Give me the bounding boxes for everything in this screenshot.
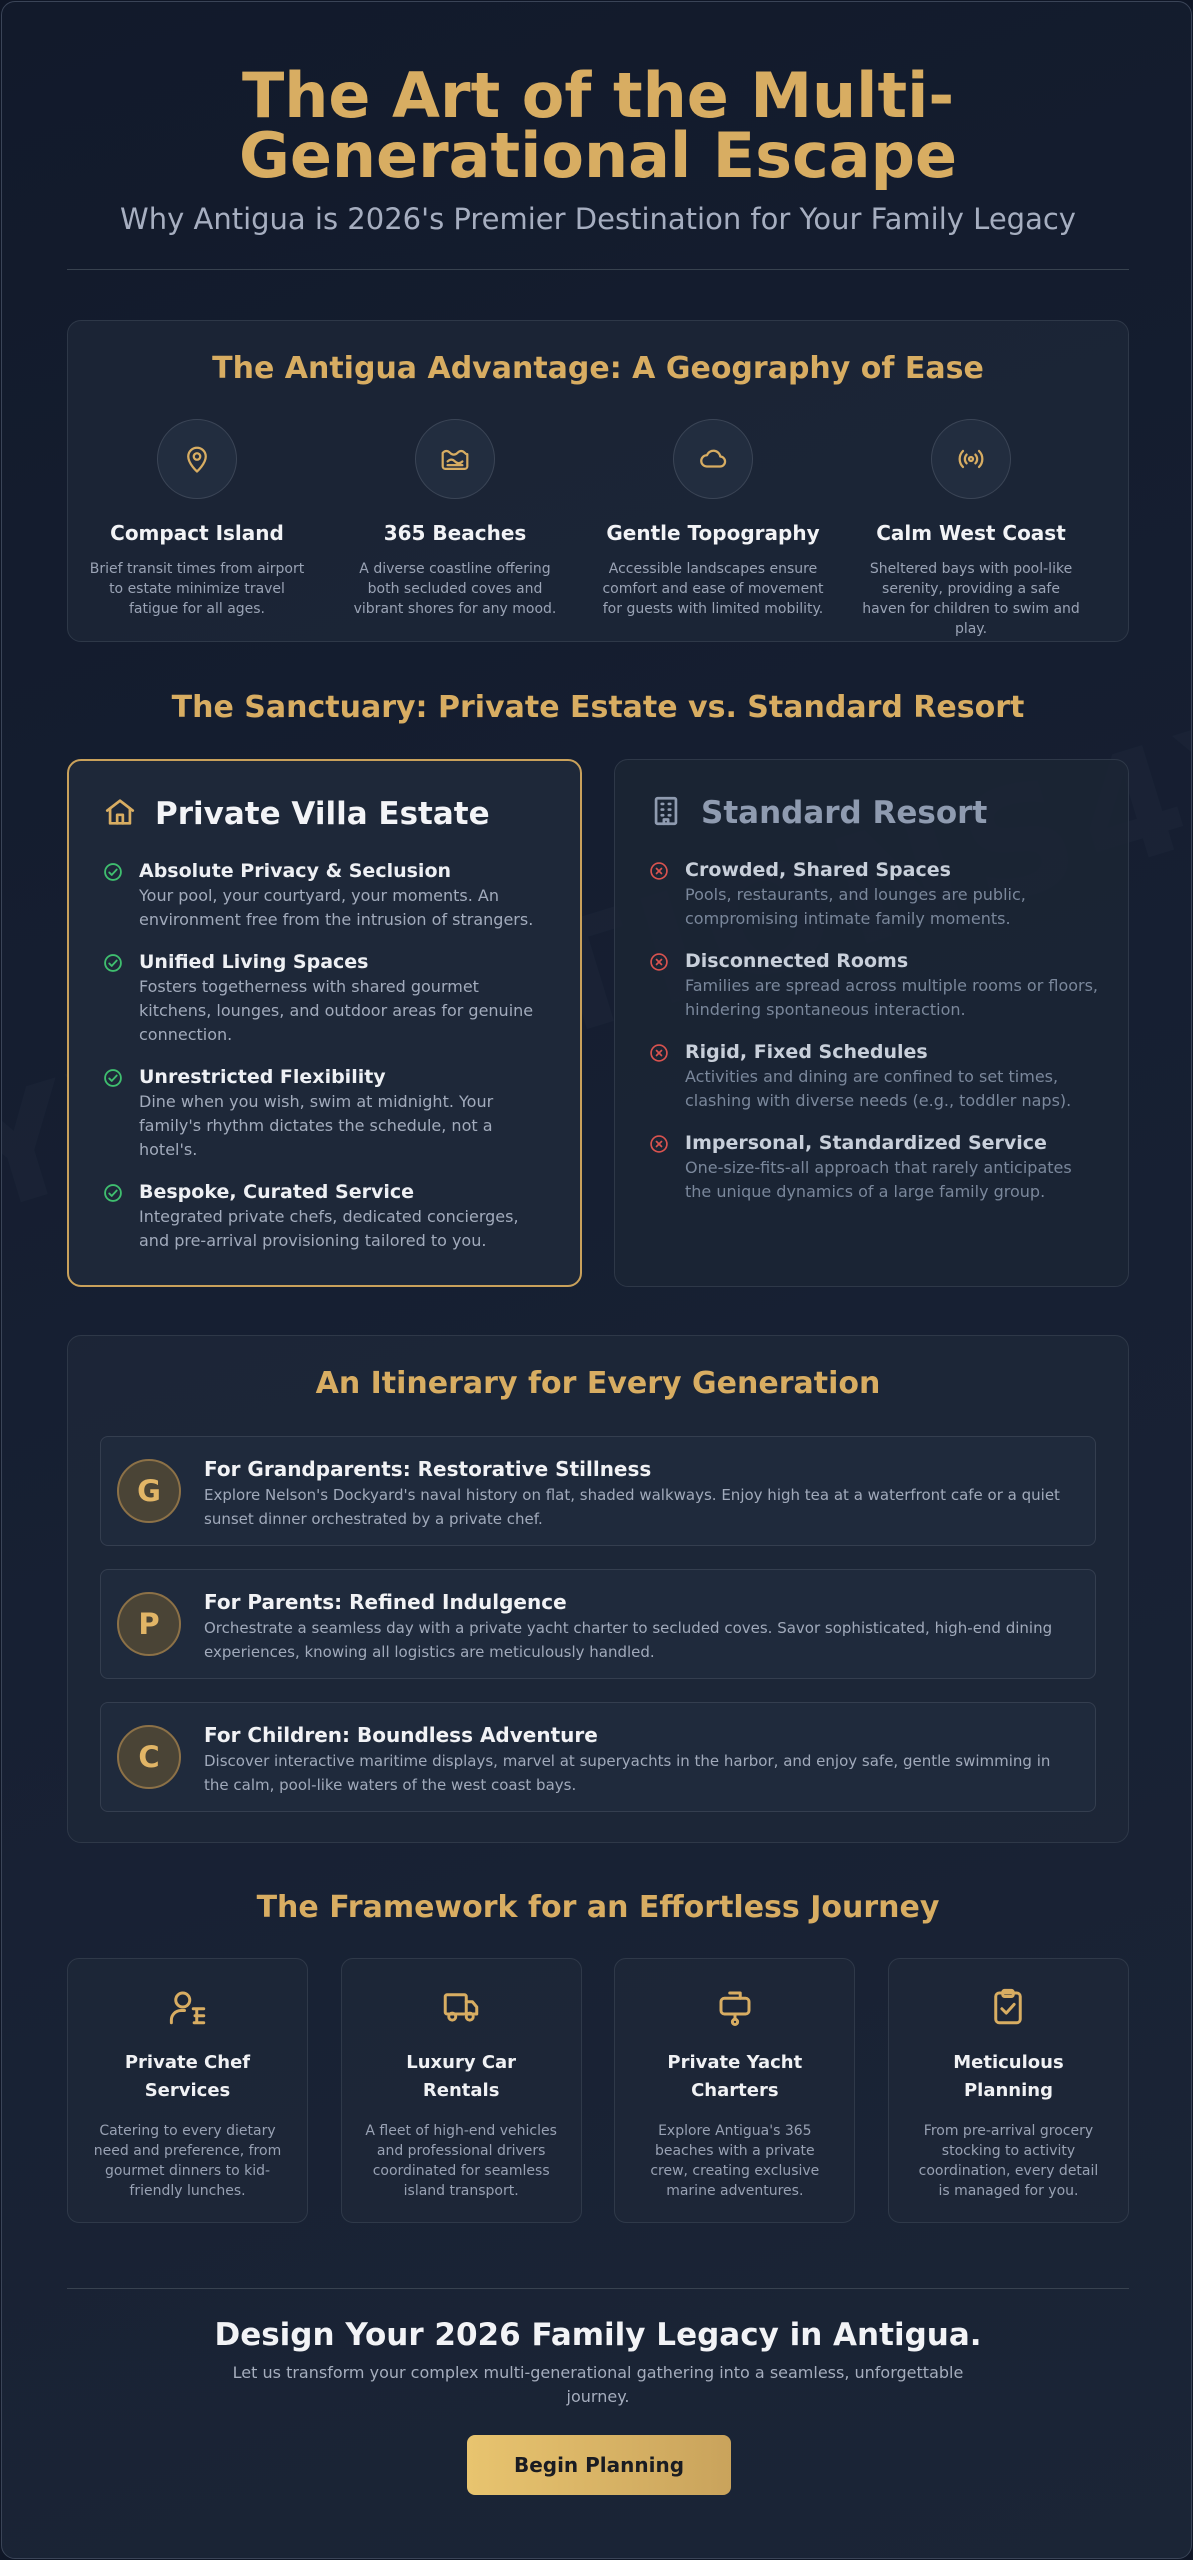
itinerary-section (67, 1335, 1129, 1843)
yacht-icon (615, 1985, 854, 2029)
beach-icon (415, 419, 495, 499)
itinerary-item-desc: Explore Nelson's Dockyard's naval history on flat, shaded walkways. Enjoy high tea at a waterfront cafe or a quiet sunset dinner orchestrated by a private chef. (204, 1486, 1060, 1528)
resort-list-item (649, 858, 1099, 931)
resort-heading-text: Standard Resort (701, 795, 988, 831)
framework-card (614, 1958, 855, 2223)
advantage-desc: Brief transit times from airport to estate minimize travel fatigue for all ages. (89, 561, 305, 617)
advantage-name: Calm West Coast (876, 521, 1066, 545)
check-circle-icon (103, 1065, 139, 1092)
advantage-grid (68, 419, 1130, 639)
villa-item-title: Unified Living Spaces (139, 951, 369, 973)
villa-list-item (103, 1065, 553, 1162)
advantage-name: Compact Island (110, 521, 284, 545)
cta-title: Design Your 2026 Family Legacy in Antigua. (214, 2317, 982, 2353)
itinerary-title: An Itinerary for Every Generation (315, 1366, 881, 1401)
cta-subtitle: Let us transform your complex multi-generational gathering into a seamless, unforgettable journey. (232, 2363, 964, 2406)
car-icon (342, 1985, 581, 2029)
framework-desc: From pre-arrival grocery stocking to activity coordination, every detail is managed for you. (918, 2123, 1099, 2199)
resort-item-title: Crowded, Shared Spaces (685, 859, 951, 881)
framework-desc: Explore Antigua's 365 beaches with a private crew, creating exclusive marine adventures. (650, 2123, 820, 2199)
advantage-item (68, 419, 326, 639)
advantage-item (326, 419, 584, 639)
page-frame (1, 1, 1192, 2559)
advantage-desc: Sheltered bays with pool-like serenity, providing a safe haven for children to swim and play. (862, 561, 1080, 637)
villa-heading-text: Private Villa Estate (155, 796, 490, 832)
resort-item-title: Rigid, Fixed Schedules (685, 1041, 928, 1063)
itinerary-item-title: For Children: Boundless Adventure (204, 1723, 598, 1747)
resort-item-title: Impersonal, Standardized Service (685, 1132, 1047, 1154)
house-icon (103, 795, 137, 833)
content (67, 2, 1129, 2477)
framework-grid (67, 1958, 1129, 2223)
x-circle-icon (649, 949, 685, 976)
generation-badge: G (117, 1459, 181, 1523)
check-circle-icon (103, 950, 139, 977)
advantage-item (842, 419, 1100, 639)
framework-title: The Framework for an Effortless Journey (256, 1890, 940, 1925)
villa-item-title: Absolute Privacy & Seclusion (139, 860, 452, 882)
itinerary-item (100, 1569, 1096, 1679)
framework-card (341, 1958, 582, 2223)
framework-name: Private Yacht Charters (667, 2052, 803, 2101)
framework-desc: A fleet of high-end vehicles and professional drivers coordinated for seamless island transport. (365, 2123, 557, 2199)
resort-list-item (649, 949, 1099, 1022)
framework-name: Meticulous Planning (953, 2052, 1064, 2101)
advantage-section (67, 320, 1129, 642)
advantage-desc: A diverse coastline offering both secluded coves and vibrant shores for any mood. (353, 561, 557, 617)
advantage-desc: Accessible landscapes ensure comfort and ease of movement for guests with limited mobility. (602, 561, 824, 617)
framework-name: Luxury Car Rentals (406, 2052, 517, 2101)
check-circle-icon (103, 1180, 139, 1207)
x-circle-icon (649, 1131, 685, 1158)
resort-heading (649, 794, 987, 832)
page-title: The Art of the Multi-Generational Escape (238, 59, 958, 192)
chef-icon (68, 1985, 307, 2029)
cta-divider (67, 2288, 1129, 2289)
itinerary-item (100, 1702, 1096, 1812)
resort-card (614, 759, 1129, 1287)
framework-name: Private Chef Services (124, 2052, 251, 2101)
villa-list (103, 859, 553, 1253)
villa-list-item (103, 950, 553, 1047)
advantage-item (584, 419, 842, 639)
building-icon (649, 794, 683, 832)
itinerary-item-title: For Grandparents: Restorative Stillness (204, 1457, 652, 1481)
comparison-title: The Sanctuary: Private Estate vs. Standard Resort (171, 690, 1025, 725)
resort-list-item (649, 1131, 1099, 1204)
villa-item-desc: Fosters togetherness with shared gourmet kitchens, lounges, and outdoor areas for genuine connection. (139, 977, 534, 1044)
framework-card (888, 1958, 1129, 2223)
page-subtitle: Why Antigua is 2026's Premier Destination for Your Family Legacy (120, 202, 1076, 236)
itinerary-item-desc: Orchestrate a seamless day with a private yacht charter to secluded coves. Savor sophisticated, high-end dining experiences, knowing all logistics are meticulously handled. (204, 1619, 1053, 1661)
resort-item-desc: One-size-fits-all approach that rarely anticipates the unique dynamics of a large family group. (685, 1158, 1072, 1201)
villa-card (67, 759, 582, 1287)
villa-list-item (103, 859, 553, 932)
advantage-name: 365 Beaches (383, 521, 527, 545)
villa-item-desc: Integrated private chefs, dedicated concierges, and pre-arrival provisioning tailored to you. (139, 1207, 519, 1250)
villa-item-desc: Dine when you wish, swim at midnight. Your family's rhythm dictates the schedule, not a hotel's. (139, 1092, 494, 1159)
resort-item-desc: Families are spread across multiple rooms or floors, hindering spontaneous interaction. (685, 976, 1099, 1019)
map-pin-icon (157, 419, 237, 499)
villa-item-desc: Your pool, your courtyard, your moments. An environment free from the intrusion of strangers. (139, 886, 534, 929)
itinerary-item-desc: Discover interactive maritime displays, marvel at superyachts in the harbor, and enjoy safe, gentle swimming in the calm, pool-like waters of the west coast bays. (204, 1752, 1051, 1794)
framework-card (67, 1958, 308, 2223)
check-circle-icon (103, 859, 139, 886)
generation-badge: P (117, 1592, 181, 1656)
cloud-icon (673, 419, 753, 499)
villa-list-item (103, 1180, 553, 1253)
villa-item-title: Unrestricted Flexibility (139, 1066, 386, 1088)
advantage-title: The Antigua Advantage: A Geography of Ease (212, 351, 984, 386)
itinerary-item (100, 1436, 1096, 1546)
itinerary-item-title: For Parents: Refined Indulgence (204, 1590, 567, 1614)
clipboard-check-icon (889, 1985, 1128, 2029)
resort-item-desc: Activities and dining are confined to set times, clashing with diverse needs (e.g., toddler naps). (685, 1067, 1072, 1110)
advantage-name: Gentle Topography (606, 521, 820, 545)
header-divider (67, 269, 1129, 270)
generation-badge: C (117, 1725, 181, 1789)
x-circle-icon (649, 1040, 685, 1067)
framework-desc: Catering to every dietary need and preference, from gourmet dinners to kid-friendly lunches. (93, 2123, 282, 2199)
x-circle-icon (649, 858, 685, 885)
resort-item-title: Disconnected Rooms (685, 950, 909, 972)
resort-list-item (649, 1040, 1099, 1113)
villa-item-title: Bespoke, Curated Service (139, 1181, 415, 1203)
signal-icon (931, 419, 1011, 499)
villa-heading (103, 795, 490, 833)
resort-list (649, 858, 1099, 1204)
begin-planning-button[interactable]: Begin Planning (467, 2435, 731, 2495)
resort-item-desc: Pools, restaurants, and lounges are public, compromising intimate family moments. (685, 885, 1026, 928)
